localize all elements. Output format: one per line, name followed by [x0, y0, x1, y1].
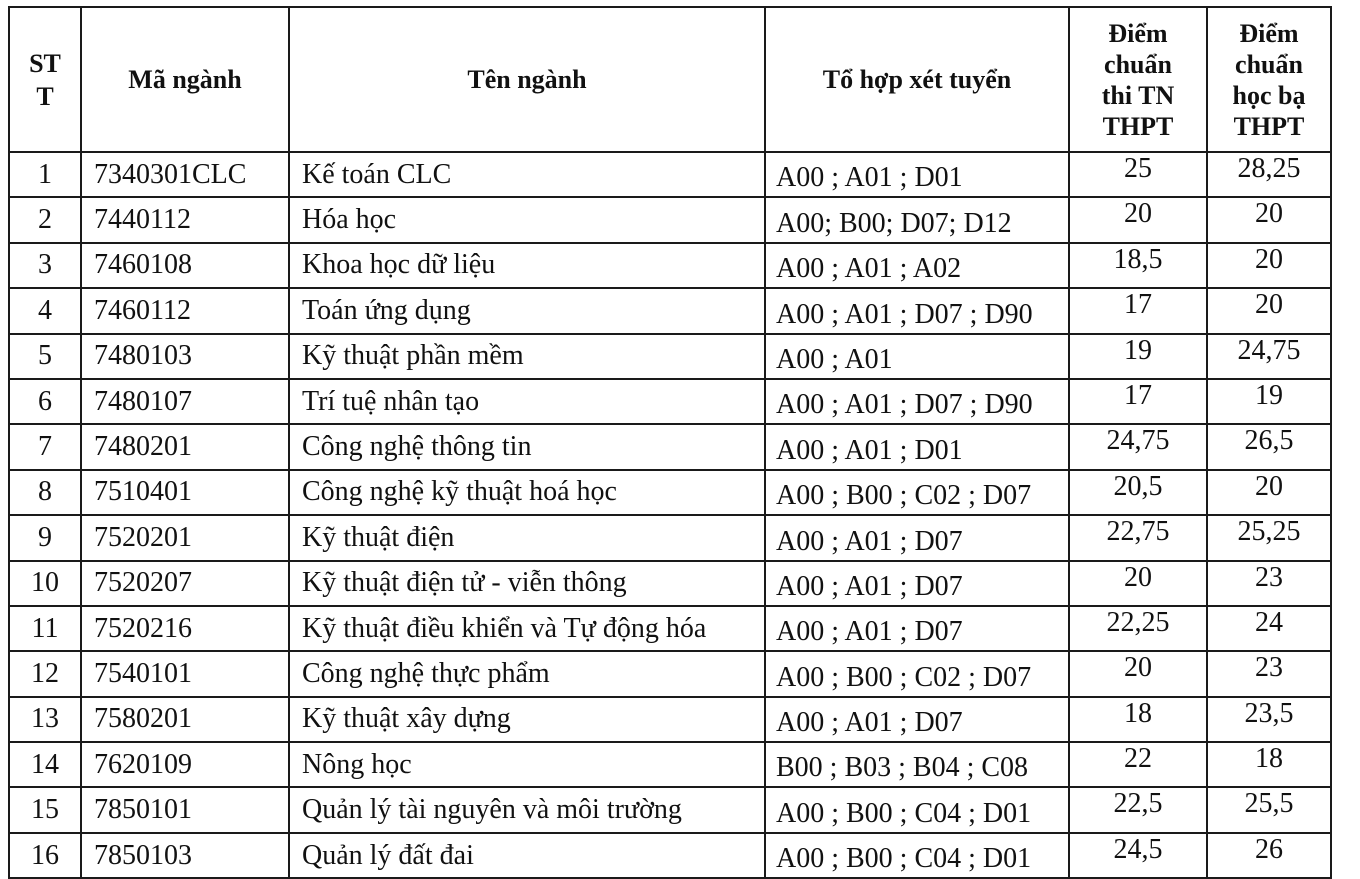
cell-code: 7620109	[81, 742, 289, 787]
cell-name: Công nghệ thông tin	[289, 424, 765, 469]
cell-name: Công nghệ thực phẩm	[289, 651, 765, 696]
cell-score-hb: 20	[1207, 470, 1331, 515]
cell-name: Kỹ thuật điện tử - viễn thông	[289, 561, 765, 606]
cell-code: 7540101	[81, 651, 289, 696]
header-combo: Tổ hợp xét tuyển	[765, 7, 1069, 152]
cell-combo: A00 ; A01 ; D07	[765, 561, 1069, 606]
header-row	[9, 7, 1331, 152]
table-row	[9, 697, 1331, 742]
cell-code: 7480103	[81, 334, 289, 379]
cell-score-tn: 20	[1069, 197, 1207, 242]
cell-combo: A00 ; A01 ; D01	[765, 152, 1069, 197]
cell-score-hb: 28,25	[1207, 152, 1331, 197]
cell-code: 7460112	[81, 288, 289, 333]
cell-name: Quản lý tài nguyên và môi trường	[289, 787, 765, 832]
table-row	[9, 787, 1331, 832]
cell-score-hb: 23	[1207, 651, 1331, 696]
cell-combo: A00; B00; D07; D12	[765, 197, 1069, 242]
cell-stt: 15	[9, 787, 81, 832]
cell-combo: A00 ; A01 ; D07	[765, 515, 1069, 560]
admission-scores-table	[8, 6, 1332, 879]
header-stt-line-2: T	[36, 81, 54, 111]
cell-combo: A00 ; A01 ; D07	[765, 606, 1069, 651]
cell-name: Trí tuệ nhân tạo	[289, 379, 765, 424]
cell-score-hb: 20	[1207, 243, 1331, 288]
cell-score-hb: 26	[1207, 833, 1331, 878]
cell-name: Toán ứng dụng	[289, 288, 765, 333]
cell-score-tn: 19	[1069, 334, 1207, 379]
table-row	[9, 243, 1331, 288]
cell-score-hb: 25,25	[1207, 515, 1331, 560]
cell-score-tn: 24,5	[1069, 833, 1207, 878]
header-score-hb-line-4: THPT	[1233, 111, 1305, 141]
cell-score-hb: 23,5	[1207, 697, 1331, 742]
header-score-hb	[1207, 7, 1331, 152]
header-name: Tên ngành	[289, 7, 765, 152]
cell-combo: A00 ; A01 ; D07 ; D90	[765, 288, 1069, 333]
header-stt	[9, 7, 81, 152]
header-code: Mã ngành	[81, 7, 289, 152]
table-row	[9, 288, 1331, 333]
cell-score-hb: 20	[1207, 197, 1331, 242]
cell-stt: 1	[9, 152, 81, 197]
cell-code: 7850103	[81, 833, 289, 878]
cell-combo: A00 ; A01 ; A02	[765, 243, 1069, 288]
cell-name: Khoa học dữ liệu	[289, 243, 765, 288]
table-row	[9, 742, 1331, 787]
header-score-tn	[1069, 7, 1207, 152]
table-row	[9, 515, 1331, 560]
cell-score-tn: 20	[1069, 561, 1207, 606]
cell-score-tn: 17	[1069, 379, 1207, 424]
cell-name: Kỹ thuật điều khiển và Tự động hóa	[289, 606, 765, 651]
cell-code: 7440112	[81, 197, 289, 242]
header-stt-line-1: ST	[29, 48, 61, 78]
cell-stt: 3	[9, 243, 81, 288]
cell-combo: A00 ; B00 ; C04 ; D01	[765, 833, 1069, 878]
table-row	[9, 606, 1331, 651]
cell-combo: A00 ; B00 ; C02 ; D07	[765, 651, 1069, 696]
cell-score-hb: 20	[1207, 288, 1331, 333]
cell-score-tn: 18	[1069, 697, 1207, 742]
cell-combo: A00 ; B00 ; C04 ; D01	[765, 787, 1069, 832]
cell-code: 7520201	[81, 515, 289, 560]
cell-stt: 8	[9, 470, 81, 515]
cell-code: 7480107	[81, 379, 289, 424]
cell-combo: B00 ; B03 ; B04 ; C08	[765, 742, 1069, 787]
cell-score-tn: 22,75	[1069, 515, 1207, 560]
header-score-tn-line-1: Điểm	[1108, 18, 1168, 48]
cell-combo: A00 ; A01	[765, 334, 1069, 379]
header-score-tn-line-3: thi TN	[1101, 80, 1175, 110]
table-row	[9, 197, 1331, 242]
cell-stt: 11	[9, 606, 81, 651]
cell-score-tn: 17	[1069, 288, 1207, 333]
header-score-hb-line-2: chuẩn	[1235, 49, 1303, 79]
cell-score-hb: 24,75	[1207, 334, 1331, 379]
cell-score-hb: 24	[1207, 606, 1331, 651]
cell-combo: A00 ; A01 ; D07	[765, 697, 1069, 742]
cell-stt: 10	[9, 561, 81, 606]
cell-code: 7850101	[81, 787, 289, 832]
cell-combo: A00 ; A01 ; D07 ; D90	[765, 379, 1069, 424]
cell-code: 7520216	[81, 606, 289, 651]
table-row	[9, 561, 1331, 606]
cell-stt: 9	[9, 515, 81, 560]
cell-score-hb: 18	[1207, 742, 1331, 787]
cell-stt: 16	[9, 833, 81, 878]
cell-stt: 5	[9, 334, 81, 379]
cell-name: Kỹ thuật phần mềm	[289, 334, 765, 379]
header-score-tn-line-4: THPT	[1102, 111, 1174, 141]
table-row	[9, 470, 1331, 515]
cell-code: 7510401	[81, 470, 289, 515]
cell-name: Kỹ thuật điện	[289, 515, 765, 560]
cell-code: 7520207	[81, 561, 289, 606]
cell-code: 7480201	[81, 424, 289, 469]
cell-score-tn: 20,5	[1069, 470, 1207, 515]
header-score-tn-line-2: chuẩn	[1104, 49, 1172, 79]
cell-stt: 4	[9, 288, 81, 333]
cell-score-hb: 25,5	[1207, 787, 1331, 832]
cell-score-tn: 20	[1069, 651, 1207, 696]
cell-name: Nông học	[289, 742, 765, 787]
cell-code: 7340301CLC	[81, 152, 289, 197]
cell-score-hb: 26,5	[1207, 424, 1331, 469]
cell-score-hb: 23	[1207, 561, 1331, 606]
cell-score-tn: 22	[1069, 742, 1207, 787]
cell-code: 7460108	[81, 243, 289, 288]
cell-name: Kỹ thuật xây dựng	[289, 697, 765, 742]
cell-combo: A00 ; B00 ; C02 ; D07	[765, 470, 1069, 515]
cell-score-tn: 22,25	[1069, 606, 1207, 651]
header-score-hb-line-3: học bạ	[1232, 80, 1306, 110]
cell-combo: A00 ; A01 ; D01	[765, 424, 1069, 469]
cell-name: Công nghệ kỹ thuật hoá học	[289, 470, 765, 515]
cell-score-hb: 19	[1207, 379, 1331, 424]
table-row	[9, 651, 1331, 696]
header-score-hb-line-1: Điểm	[1239, 18, 1299, 48]
cell-stt: 13	[9, 697, 81, 742]
cell-score-tn: 24,75	[1069, 424, 1207, 469]
cell-name: Quản lý đất đai	[289, 833, 765, 878]
cell-score-tn: 18,5	[1069, 243, 1207, 288]
cell-score-tn: 25	[1069, 152, 1207, 197]
cell-name: Kế toán CLC	[289, 152, 765, 197]
cell-stt: 2	[9, 197, 81, 242]
table-row	[9, 379, 1331, 424]
table-row	[9, 334, 1331, 379]
cell-stt: 12	[9, 651, 81, 696]
cell-stt: 14	[9, 742, 81, 787]
cell-name: Hóa học	[289, 197, 765, 242]
cell-stt: 7	[9, 424, 81, 469]
table-row	[9, 152, 1331, 197]
cell-code: 7580201	[81, 697, 289, 742]
cell-score-tn: 22,5	[1069, 787, 1207, 832]
cell-stt: 6	[9, 379, 81, 424]
table-row	[9, 833, 1331, 878]
table-row	[9, 424, 1331, 469]
